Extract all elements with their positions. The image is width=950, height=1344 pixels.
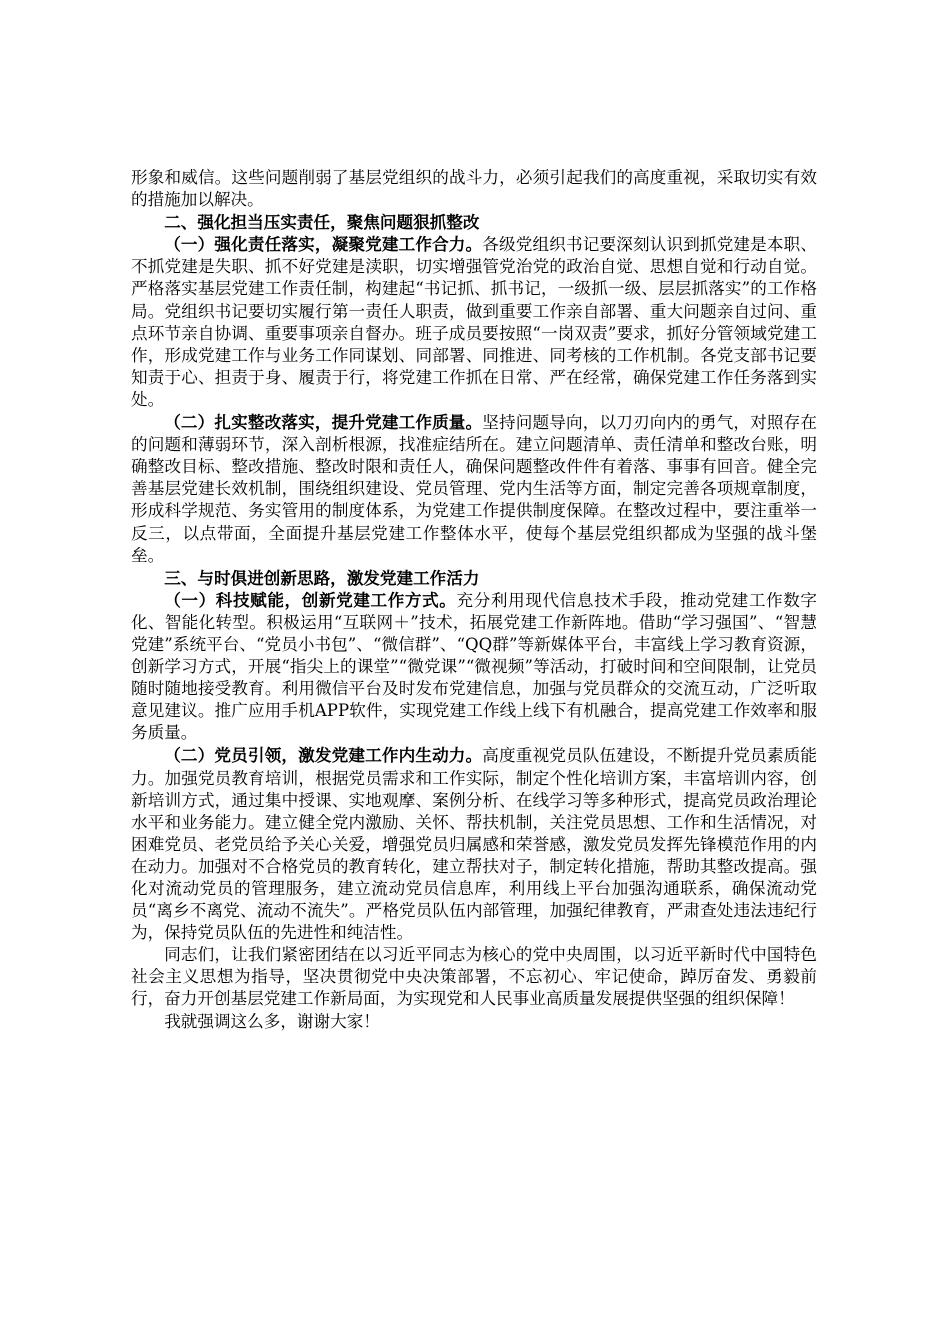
document-page (131, 167, 817, 1033)
section-heading-2: 二、强化担当压实责任，聚焦问题狠抓整改 (164, 212, 480, 233)
closing-remark: 我就强调这么多，谢谢大家！ (164, 1011, 380, 1031)
closing-paragraph: 同志们，让我们紧密团结在以习近平同志为核心的党中央周围，以习近平新时代中国特色社会主义思想为指导，坚决贯彻党中央决策部署，不忘初心、牢记使命，踔厉奋发、勇毅前行，奋力开创基层党建工作新局面，为实现党和人民事业高质量发展提供坚强的组织保障！ (131, 945, 817, 1009)
paragraph-3-2-lead: （二）党员引领，激发党建工作内生动力。 (164, 745, 483, 766)
paragraph-continuation: 形象和威信。这些问题削弱了基层党组织的战斗力，必须引起我们的高度重视，采取切实有效的措施加以解决。 (131, 168, 817, 210)
paragraph-3-2 (131, 744, 817, 944)
paragraph-2-1-lead: （一）强化责任落实，凝聚党建工作合力。 (164, 234, 483, 255)
paragraph-3-1-lead: （一）科技赋能，创新党建工作方式。 (164, 589, 457, 610)
paragraph-2-1-body: 各级党组织书记要深刻认识到抓党建是本职、不抓党建是失职、抓不好党建是渎职，切实增强管党治党的政治自觉、思想自觉和行动自觉。严格落实基层党建工作责任制，构建起“书记抓、抓书记，一级抓一级、层层抓落实”的工作格局。党组织书记要切实履行第一责任人职责，做到重要工作亲自部署、重大问题亲自过问、重点环节亲自协调、重要事项亲自督办。班子成员要按照“一岗双责”要求，抓好分管领域党建工作，形成党建工作与业务工作同谋划、同部署、同推进、同考核的工作机制。各党支部书记要知责于心、担责于身、履责于行，将党建工作抓在日常、严在经常，确保党建工作任务落到实处。 (131, 235, 817, 409)
paragraph-2-2-body: 坚持问题导向，以刀刃向内的勇气，对照存在的问题和薄弱环节，深入剖析根源，找准症结所在。建立问题清单、责任清单和整改台账，明确整改目标、整改措施、整改时限和责任人，确保问题整改件件有着落、事事有回音。健全完善基层党建长效机制，围绕组织建设、党员管理、党内生活等方面，制定完善各项规章制度，形成科学规范、务实管用的制度体系，为党建工作提供制度保障。在整改过程中，要注重举一反三，以点带面，全面提升基层党建工作整体水平，使每个基层党组织都成为坚强的战斗堡垒。 (131, 413, 817, 565)
paragraph-2-1 (131, 233, 817, 411)
paragraph-3-2-body: 高度重视党员队伍建设，不断提升党员素质能力。加强党员教育培训，根据党员需求和工作实际，制定个性化培训方案，丰富培训内容，创新培训方式，通过集中授课、实地观摩、案例分析、在线学习等多种形式，提高党员政治理论水平和业务能力。建立健全党内激励、关怀、帮扶机制，关注党员思想、工作和生活情况，对困难党员、老党员给予关心关爱，增强党员归属感和荣誉感，激发党员发挥先锋模范作用的内在动力。加强对不合格党员的教育转化，建立帮扶对子，制定转化措施，帮助其整改提高。强化对流动党员的管理服务，建立流动党员信息库，利用线上平台加强沟通联系，确保流动党员“离乡不离党、流动不流失”。严格党员队伍内部管理，加强纪律教育，严肃查处违法违纪行为，保持党员队伍的先进性和纯洁性。 (131, 746, 817, 943)
paragraph-2-2 (131, 411, 817, 567)
paragraph-3-1 (131, 589, 817, 745)
paragraph-2-2-lead: （二）扎实整改落实，提升党建工作质量。 (164, 412, 483, 433)
section-heading-3: 三、与时俱进创新思路，激发党建工作活力 (164, 567, 480, 588)
paragraph-3-1-body: 充分利用现代信息技术手段，推动党建工作数字化、智能化转型。积极运用“互联网＋”技术，拓展党建工作新阵地。借助“学习强国”、“智慧党建”系统平台、“党员小书包”、“微信群”、“QQ群”等新媒体平台，丰富线上学习教育资源，创新学习方式，开展“指尖上的课堂”“微党课”“微视频”等活动，打破时间和空间限制，让党员随时随地接受教育。利用微信平台及时发布党建信息，加强与党员群众的交流互动，广泛听取意见建议。推广应用手机APP软件，实现党建工作线上线下有机融合，提高党建工作效率和服务质量。 (131, 590, 818, 743)
